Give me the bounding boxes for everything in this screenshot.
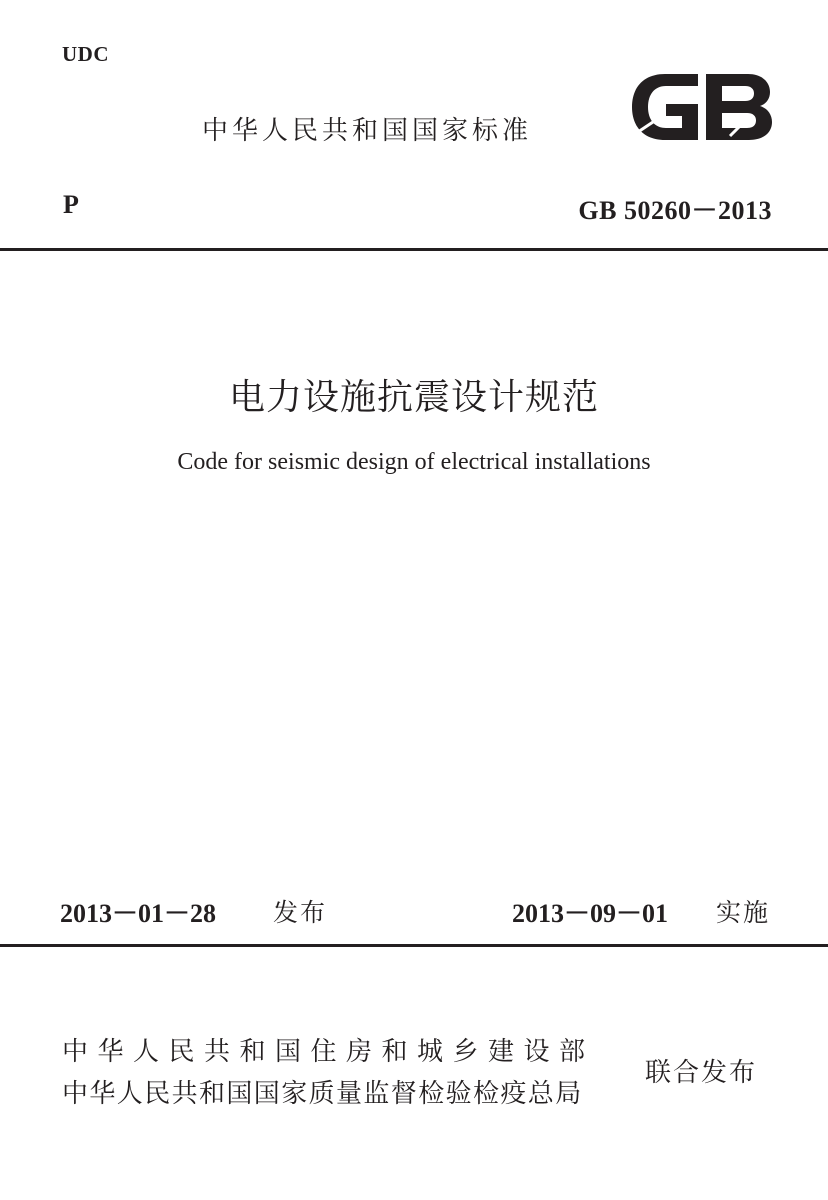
joint-issue-label: 联合发布 — [645, 1058, 758, 1088]
implementation-label: 实施 — [716, 898, 771, 927]
top-divider — [0, 248, 828, 251]
udc-label: UDC — [62, 42, 109, 66]
issuer-line-1: 中华人民共和国住房和城乡建设部 — [62, 1037, 595, 1067]
bottom-divider — [0, 944, 828, 947]
standard-number: GB 50260－2013 — [578, 196, 772, 225]
gb-logo — [630, 72, 773, 142]
issuer-line-2: 中华人民共和国国家质量监督检验检疫总局 — [62, 1079, 583, 1109]
issue-date: 2013－01－28 — [60, 899, 217, 928]
title-chinese: 电力设施抗震设计规范 — [228, 377, 599, 418]
issue-label: 发布 — [273, 898, 328, 927]
standard-type: 中华人民共和国国家标准 — [202, 116, 533, 146]
title-english: Code for seismic design of electrical installations — [177, 449, 651, 475]
implementation-date: 2013－09－01 — [512, 899, 669, 928]
classification-code: P — [63, 190, 79, 219]
